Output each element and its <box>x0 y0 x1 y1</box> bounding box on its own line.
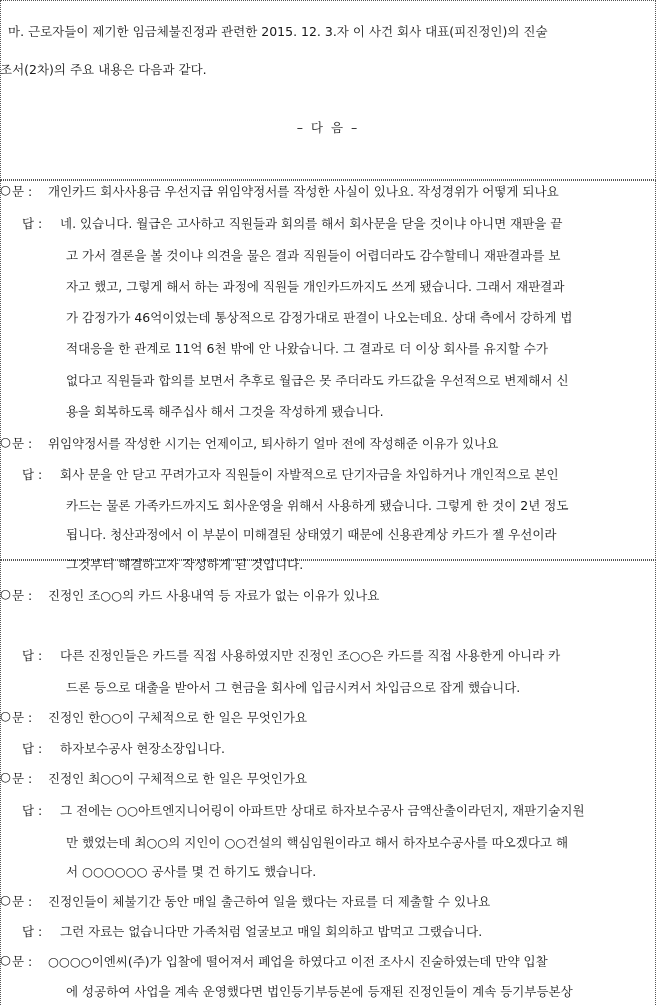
question-label: 문 : <box>12 710 33 725</box>
answer-text: 자고 했고, 그렇게 해서 하는 과정에 직원들 개인카드까지도 쓰게 됐습니다. 그래서 재판결과 <box>66 279 565 294</box>
question-text: 진정인 최○○이 구체적으로 한 일은 무엇인가요 <box>48 771 308 786</box>
answer-text: 하자보수공사 현장소장입니다. <box>60 741 225 756</box>
answer-text: 됩니다. 청산과정에서 이 부분이 미해결된 상태였기 때문에 신용관계상 카드가 젤 우선이라 <box>66 527 557 542</box>
answer-text: 용을 회복하도록 해주십사 해서 그것을 작성하게 됐습니다. <box>66 404 384 419</box>
answer-text: 그 전에는 ○○아트엔지니어링이 아파트만 상대로 하자보수공사 금액산출이라던지, 재판기술지원 <box>60 803 585 818</box>
answer-text: 드론 등으로 대출을 받아서 그 현금을 회사에 입금시켜서 차입금으로 잡게 했습니다. <box>66 680 521 695</box>
question-text: 위임약정서를 작성한 시기는 언제이고, 퇴사하기 얼마 전에 작성해준 이유가 있나요 <box>48 436 499 451</box>
question-label: 문 : <box>12 588 33 603</box>
answer-label: 답 : <box>22 648 43 663</box>
answer-text: 그것부터 해결하고자 작성하게 된 것입니다. <box>66 557 304 572</box>
question-text: 진정인들이 체불기간 동안 매일 출근하여 일을 했다는 자료를 더 제출할 수 있나요 <box>48 894 491 909</box>
answer-label: 답 : <box>22 924 43 939</box>
answer-label: 답 : <box>22 803 43 818</box>
answer-label: 답 : <box>22 216 43 231</box>
answer-text: 서 ○○○○○○ 공사를 몇 건 하기도 했습니다. <box>66 864 317 879</box>
answer-text: 고 가서 결론을 볼 것이냐 의견을 물은 결과 직원들이 어렵더라도 감수할테니 재판결과를 보 <box>66 248 561 263</box>
qa-bullet-mark: ○ <box>0 892 11 907</box>
qa-bullet-mark: ○ <box>0 708 11 723</box>
intro-line-2: 조서(2차)의 주요 내용은 다음과 같다. <box>0 62 207 77</box>
question-label: 문 : <box>12 436 33 451</box>
question-text: 진정인 한○○이 구체적으로 한 일은 무엇인가요 <box>48 710 308 725</box>
answer-text: 가 감정가가 46억이었는데 통상적으로 감정가대로 판결이 나오는데요. 상대 측에서 강하게 법 <box>66 310 573 325</box>
answer-text: 만 했었는데 최○○의 지인이 ○○건설의 핵심임원이라고 해서 하자보수공사를 따오겠다고 해 <box>66 835 569 850</box>
question-text: 개인카드 회사사용금 우선지급 위임약정서를 작성한 사실이 있나요. 작성경위가 어떻게 되나요 <box>48 184 559 199</box>
answer-label: 답 : <box>22 467 43 482</box>
answer-text: 없다고 직원들과 합의를 보면서 추후로 월급은 못 주더라도 카드값을 우선적으로 변제해서 신 <box>66 373 569 388</box>
question-label: 문 : <box>12 771 33 786</box>
qa-bullet-mark: ○ <box>0 434 11 449</box>
answer-text: 그런 자료는 없습니다만 가족처럼 얼굴보고 매일 회의하고 밥먹고 그랬습니다. <box>60 924 483 939</box>
intro-line-1: 마. 근로자들이 제기한 임금체불진정과 관련한 2015. 12. 3.자 이 사건 회사 대표(피진정인)의 진술 <box>8 24 548 39</box>
answer-text: 카드는 물론 가족카드까지도 회사운영을 위해서 사용하게 됐습니다. 그렇게 한 것이 2년 정도 <box>66 498 569 513</box>
qa-bullet-mark: ○ <box>0 586 11 601</box>
intro-heading: – 다 음 – <box>296 120 360 135</box>
qa-bullet-mark: ○ <box>0 952 11 967</box>
question-text: 진정인 조○○의 카드 사용내역 등 자료가 없는 이유가 있나요 <box>48 588 380 603</box>
answer-text: 다른 진정인들은 카드를 직접 사용하였지만 진정인 조○○은 카드를 직접 사용한게 아니라 카 <box>60 648 561 663</box>
question-label: 문 : <box>12 894 33 909</box>
question-label: 문 : <box>12 184 33 199</box>
question-text: 에 성공하여 사업을 계속 운영했다면 법인등기부등본에 등재된 진정인들이 계속 등기부등본상 <box>66 984 573 999</box>
question-label: 문 : <box>12 954 33 969</box>
qa-bullet-mark: ○ <box>0 769 11 784</box>
answer-label: 답 : <box>22 741 43 756</box>
question-text: ○○○○이엔씨(주)가 입찰에 떨어져서 폐업을 하였다고 이전 조사시 진술하였는데 만약 입찰 <box>48 954 548 969</box>
answer-text: 적대응을 한 관계로 11억 6천 밖에 안 나왔습니다. 그 결과로 더 이상 회사를 유지할 수가 <box>66 341 548 356</box>
qa-bullet-mark: ○ <box>0 182 11 197</box>
answer-text: 회사 문을 안 닫고 꾸려가고자 직원들이 자발적으로 단기자금을 차입하거나 개인적으로 본인 <box>60 467 559 482</box>
answer-text: 네. 있습니다. 월급은 고사하고 직원들과 회의를 해서 회사문을 닫을 것이냐 아니면 재판을 끝 <box>60 216 563 231</box>
